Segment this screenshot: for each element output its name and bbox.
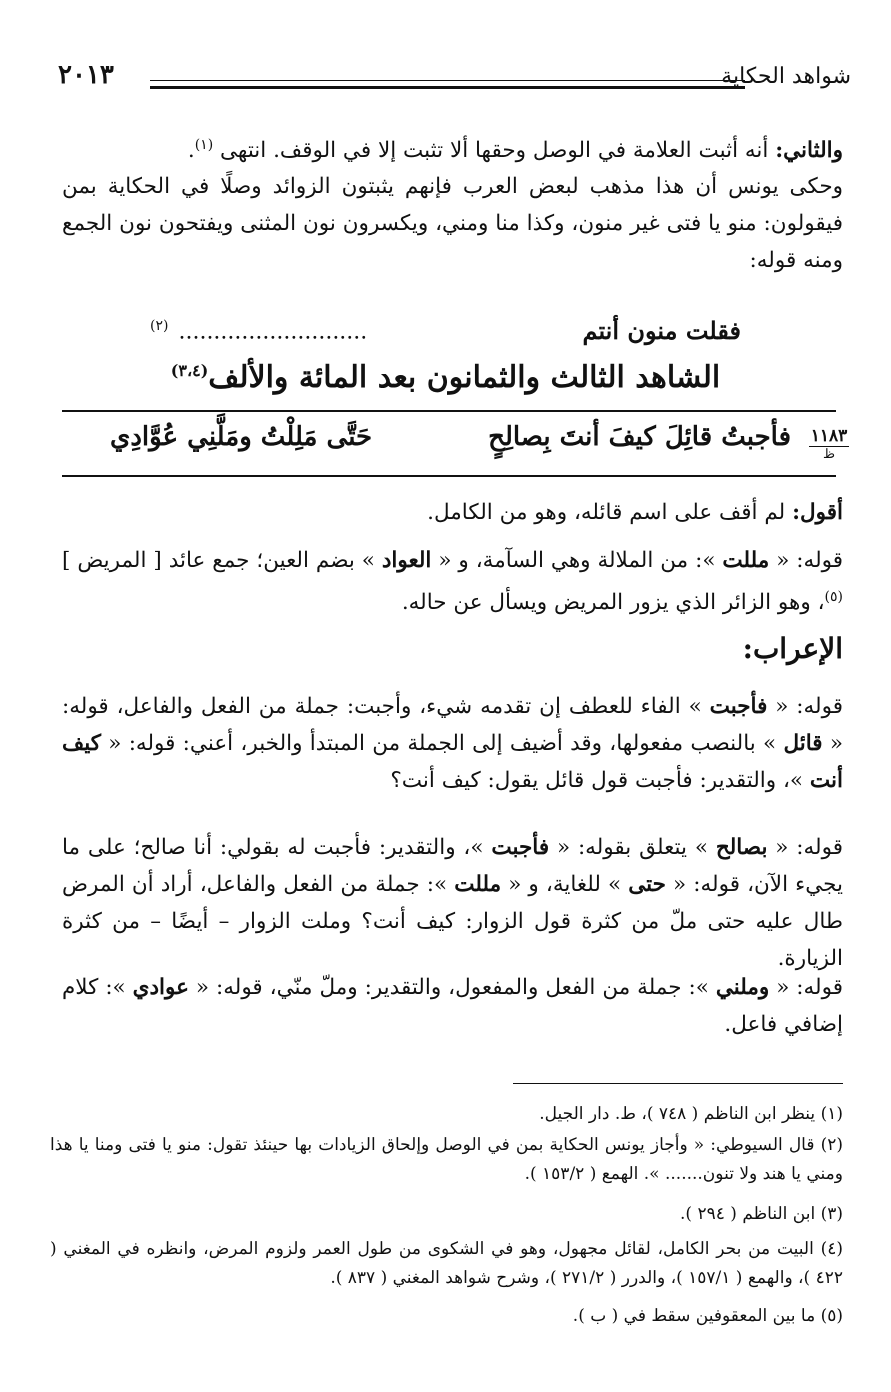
footnote-ref: (١) <box>194 137 214 153</box>
footnote-1: (١) ينظر ابن الناظم ( ٧٤٨ )، ط. دار الجيل. <box>539 1104 843 1124</box>
footnote-2: (٢) قال السيوطي: « وأجاز يونس الحكاية بمن في الوصل وإلحاق الزيادات بها حينئذ تقول: منو يا فتى ومنا يا هذا ومني يا هند ولا تنون....... ». الهمع ( ١٥٣/٢ ). <box>50 1135 843 1184</box>
text: » بالنصب مفعولها، وقد أضيف إلى الجملة من المبتدأ والخبر، أعني: قوله: « <box>100 731 784 756</box>
paragraph-thani <box>62 127 843 169</box>
label-thani: والثاني: <box>775 138 843 164</box>
term: فأجبت <box>709 694 768 719</box>
term: كيف أنت <box>62 731 843 793</box>
gloss-term: العواد <box>381 548 432 573</box>
paragraph-text: أنه أثبت العلامة في الوصل وحقها ألا تثبت إلا في الوقف. انتهى <box>213 138 776 164</box>
paragraph-yunus: وحكى يونس أن هذا مذهب لبعض العرب فإنهم يثبتون الزوائد وصلًا في الحكاية بمن فيقولون: منو يا فتى غير منون، وكذا منا ومني، ويكسرون نون المثنى ويفتحون نون الجمع ومنه قوله: <box>62 174 843 273</box>
term: وملني <box>715 975 770 1000</box>
hemistich-second: حَتَّى مَلِلْتُ ومَلَّنِي عُوَّادِي <box>110 422 373 452</box>
term: مللت <box>454 872 502 897</box>
section-title <box>0 360 891 395</box>
irab-paragraph-2 <box>62 829 843 977</box>
text: »: كلام إضافي فاعل. <box>62 975 843 1037</box>
term: قائل <box>783 731 823 756</box>
footnote-4: (٤) البيت من بحر الكامل، لقائل مجهول، وهو في الشكوى من طول العمر ولزوم المرض، وانظره في المغني ( ٤٢٢ )، والهمع ( ١٥٧/١ )، والدرر ( ٢٧١/٢ )، وشرح شواهد المغني ( ٨٣٧ ). <box>50 1239 843 1288</box>
footnote-ref: (٣،٤) <box>170 361 209 380</box>
term: حتى <box>628 872 666 897</box>
footnote-ref: (٥) <box>824 589 843 605</box>
ellipsis-dots: ........................... <box>178 319 368 345</box>
paragraph-end: . <box>187 138 195 164</box>
irab-heading: الإعراب: <box>742 632 843 665</box>
gloss-term: مللت <box>722 548 770 573</box>
text: » بضم العين؛ جمع عائد [ المريض ] <box>62 548 382 573</box>
irab-paragraph-1 <box>62 688 843 799</box>
verse-ellipsis <box>150 318 367 344</box>
running-title: شواهد الحكاية <box>721 64 851 89</box>
footnote-5: (٥) ما بين المعقوفين سقط في ( ب ). <box>572 1306 843 1326</box>
verse-rule-bottom <box>62 475 836 477</box>
paragraph-text: لم أقف على اسم قائله، وهو من الكامل. <box>427 500 793 525</box>
text: قوله: « <box>769 975 843 1000</box>
term: بصالح <box>715 835 768 860</box>
term: عوادي <box>132 975 189 1000</box>
header-rule <box>150 80 745 81</box>
text: » يتعلق بقوله: « <box>549 835 716 860</box>
text: »: من الملالة وهي السآمة، و « <box>431 548 723 573</box>
quoted-verse: فقلت منون أنتم <box>582 316 741 345</box>
paragraph-gloss <box>62 542 843 621</box>
header-rule-thick <box>150 86 745 89</box>
label-aqul: أقول: <box>792 500 843 525</box>
footnote-ref: (٢) <box>150 318 169 334</box>
footnote-3: (٣) ابن الناظم ( ٢٩٤ ). <box>680 1204 843 1224</box>
verse-number <box>809 426 849 462</box>
section-title-text: الشاهد الثالث والثمانون بعد المائة والألف <box>208 360 721 395</box>
text: »: جملة من الفعل والفاعل، أراد أن المرض طال عليه حتى ملّ من كثرة قول الزوار: كيف أنت؟ وملت الزوار – أيضًا – من كثرة الزيارة. <box>62 872 843 971</box>
hemistich-first: فأجبتُ قائِلَ كيفَ أنتَ بِصالِحٍ <box>488 422 791 452</box>
footnote-rule <box>513 1083 843 1084</box>
verse-meter-mark: ظ <box>822 447 836 462</box>
text: قوله: « <box>767 694 843 719</box>
text: » للغاية، و « <box>501 872 629 897</box>
text: »، والتقدير: فأجبت قول قائل يقول: كيف أنت؟ <box>390 768 810 793</box>
verse-number-value: ١١٨٣ <box>810 426 848 446</box>
term: فأجبت <box>491 835 550 860</box>
paragraph-aqul <box>62 494 843 531</box>
text: قوله: « <box>767 835 843 860</box>
text: ، وهو الزائر الذي يزور المريض ويسأل عن حاله. <box>401 590 825 616</box>
text: »: جملة من الفعل والمفعول، والتقدير: وملّ منّي، قوله: « <box>188 975 716 1000</box>
irab-paragraph-3 <box>62 969 843 1043</box>
page-number: ٢٠١٣ <box>58 60 114 90</box>
text: »، والتقدير: فأجبت له بقولي: أنا صالح؛ على ما يجيء الآن، قوله: « <box>62 835 844 897</box>
verse-rule-top <box>62 410 836 412</box>
text: » الفاء للعطف إن تقدمه شيء، وأجبت: جملة من الفعل والفاعل، قوله: « <box>62 694 843 756</box>
text: قوله: « <box>769 548 844 573</box>
